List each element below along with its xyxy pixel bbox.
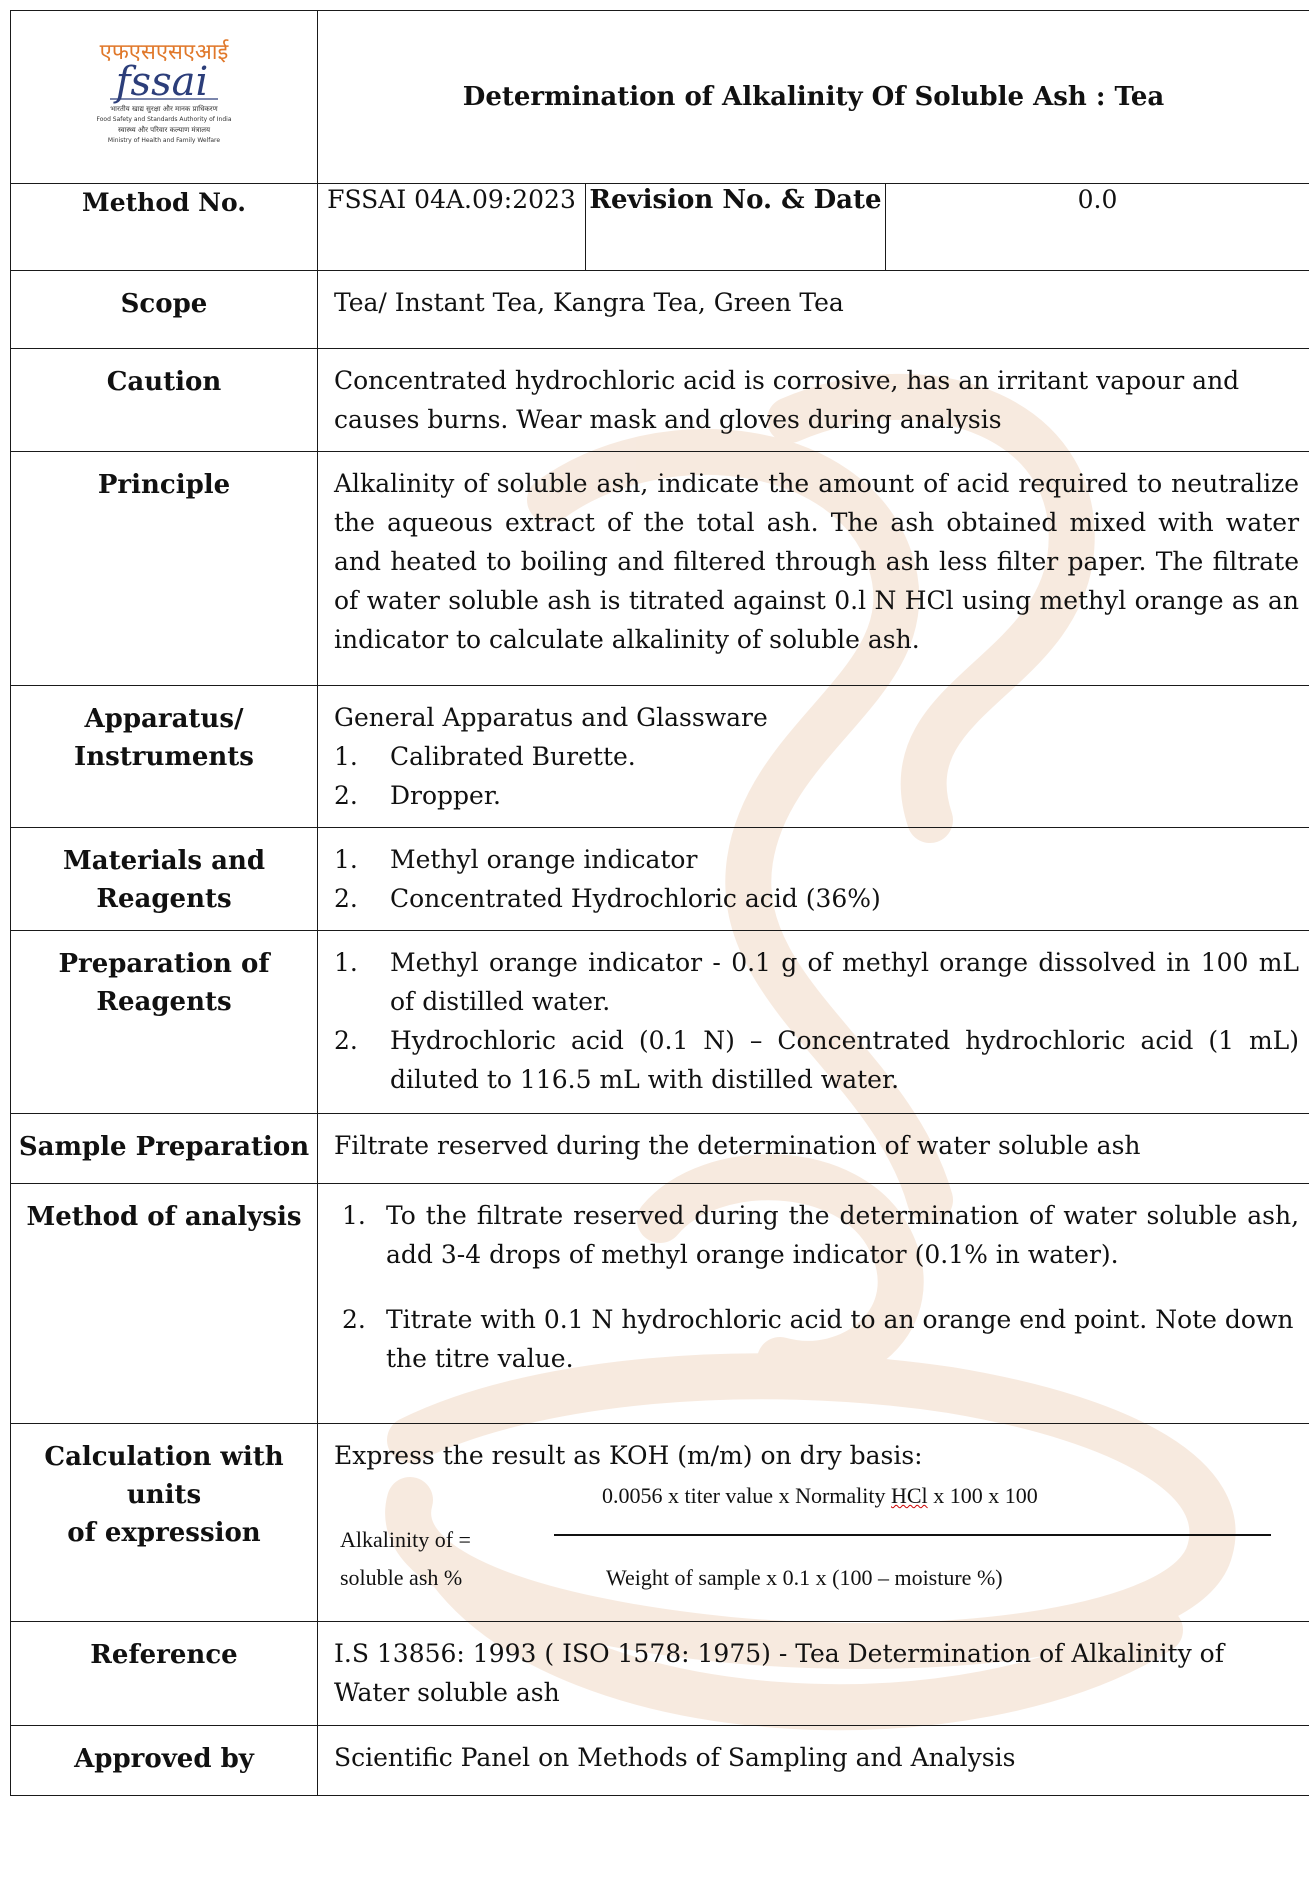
preparation-list (334, 943, 1299, 1099)
reference-label: Reference (11, 1622, 318, 1726)
preparation-label (11, 931, 318, 1114)
list-number: 2. (342, 1305, 366, 1334)
list-item (334, 943, 1299, 1021)
list-number: 2. (334, 884, 358, 913)
principle-text: Alkalinity of soluble ash, indicate the amount of acid required to neutralize the aqueous extract of the total ash. The ash obtained mixed with water and heated to boiling and filtered through ash less filter paper. The filtrate of water soluble ash is titrated against 0.l N HCl using methyl orange as an indicator to calculate alkalinity of soluble ash. (318, 452, 1309, 686)
method-analysis-row (11, 1184, 1309, 1424)
materials-row (11, 828, 1309, 931)
approved-text: Scientific Panel on Methods of Sampling and Analysis (318, 1726, 1309, 1796)
svg-text:Food Safety and Standards Auth: Food Safety and Standards Authority of India (96, 116, 232, 123)
list-item (334, 1300, 1299, 1378)
formula-lead: Express the result as KOH (m/m) on dry basis: (334, 1441, 923, 1470)
numerator-part: 0.0056 x titer value x Normality (602, 1483, 891, 1508)
method-analysis-list-2 (334, 1300, 1299, 1378)
materials-label-line2: Reagents (96, 884, 232, 914)
logo-cell (11, 11, 318, 184)
list-text: To the filtrate reserved during the determination of water soluble ash, add 3-4 drops of methyl orange indicator (0.1% in water). (386, 1201, 1300, 1269)
approved-row (11, 1726, 1309, 1796)
list-number: 2. (334, 781, 358, 810)
method-no-value: FSSAI 04A.09:2023 (318, 184, 586, 271)
apparatus-row (11, 686, 1309, 828)
caution-row (11, 349, 1309, 452)
list-item (334, 1021, 1299, 1099)
document-title: Determination of Alkalinity Of Soluble Ash : Tea (318, 11, 1309, 184)
revision-label: Revision No. & Date (586, 184, 886, 271)
formula-lhs-line2: soluble ash % (340, 1565, 463, 1590)
calculation-label (11, 1424, 318, 1622)
list-text: Methyl orange indicator - 0.1 g of methyl orange dissolved in 100 mL of distilled water. (390, 948, 1300, 1016)
materials-list (334, 840, 1299, 918)
approved-label: Approved by (11, 1726, 318, 1796)
reference-row (11, 1622, 1309, 1726)
materials-content (318, 828, 1309, 931)
formula-denominator: Weight of sample x 0.1 x (100 – moisture %) (606, 1565, 1003, 1590)
scope-text: Tea/ Instant Tea, Kangra Tea, Green Tea (318, 271, 1309, 349)
scope-row (11, 271, 1309, 349)
formula-lhs-line1: Alkalinity of = (340, 1527, 471, 1552)
list-text: Methyl orange indicator (390, 845, 698, 874)
list-text: Titrate with 0.1 N hydrochloric acid to an orange end point. Note down the titre value. (386, 1305, 1294, 1373)
apparatus-list (334, 737, 1299, 815)
apparatus-label-line1: Apparatus/ (84, 704, 244, 734)
preparation-label-line1: Preparation of (58, 949, 270, 979)
list-number: 1. (334, 845, 358, 874)
caution-text: Concentrated hydrochloric acid is corrosive, has an irritant vapour and causes burns. Wear mask and gloves during analysis (318, 349, 1309, 452)
materials-label (11, 828, 318, 931)
header-row (11, 11, 1309, 184)
method-table (10, 10, 1309, 1796)
apparatus-intro: General Apparatus and Glassware (334, 703, 768, 732)
list-item (334, 776, 1299, 815)
sample-prep-text: Filtrate reserved during the determination of water soluble ash (318, 1114, 1309, 1184)
sample-prep-label: Sample Preparation (11, 1114, 318, 1184)
sample-prep-row (11, 1114, 1309, 1184)
formula (334, 1436, 1299, 1590)
list-number: 2. (334, 1026, 358, 1055)
list-text: Dropper. (390, 781, 501, 810)
reference-text: I.S 13856: 1993 ( ISO 1578: 1975) - Tea Determination of Alkalinity of Water soluble ash (318, 1622, 1309, 1726)
revision-value: 0.0 (886, 184, 1309, 271)
list-item (334, 840, 1299, 879)
calculation-label-line2: of expression (67, 1518, 261, 1548)
method-analysis-content (318, 1184, 1309, 1424)
materials-label-line1: Materials and (62, 846, 266, 876)
calculation-content (318, 1424, 1309, 1622)
numerator-part: x 100 x 100 (927, 1483, 1038, 1508)
list-text: Calibrated Burette. (390, 742, 636, 771)
fraction-bar (554, 1534, 1271, 1536)
svg-text:fssai: fssai (115, 59, 209, 105)
caution-label: Caution (11, 349, 318, 452)
method-analysis-list (334, 1196, 1299, 1274)
calculation-label-line1: Calculation with units (44, 1442, 284, 1510)
svg-text:एफएसएसएआई: एफएसएसएआई (99, 40, 229, 65)
method-analysis-label: Method of analysis (11, 1184, 318, 1424)
principle-label: Principle (11, 452, 318, 686)
svg-text:भारतीय खाद्य सुरक्षा और मानक प: भारतीय खाद्य सुरक्षा और मानक प्राधिकरण (110, 105, 218, 113)
list-item (334, 1196, 1299, 1274)
preparation-label-line2: Reagents (96, 987, 232, 1017)
apparatus-label-line2: Instruments (74, 742, 254, 772)
list-item (334, 879, 1299, 918)
list-text: Hydrochloric acid (0.1 N) – Concentrated hydrochloric acid (1 mL) diluted to 116.5 mL with distilled water. (390, 1026, 1300, 1094)
list-number: 1. (334, 742, 358, 771)
list-item (334, 737, 1299, 776)
principle-row (11, 452, 1309, 686)
apparatus-content (318, 686, 1309, 828)
scope-label: Scope (11, 271, 318, 349)
fssai-logo (74, 35, 254, 155)
numerator-hcl: HCl (891, 1483, 928, 1508)
calculation-row (11, 1424, 1309, 1622)
svg-text:Ministry of Health and Family: Ministry of Health and Family Welfare (107, 137, 221, 144)
list-number: 1. (342, 1201, 366, 1230)
formula-numerator (602, 1476, 1038, 1515)
apparatus-label (11, 686, 318, 828)
method-no-label: Method No. (11, 184, 318, 271)
preparation-content (318, 931, 1309, 1114)
svg-text:स्वास्थ्य और परिवार कल्याण मंत: स्वास्थ्य और परिवार कल्याण मंत्रालय (117, 126, 211, 134)
list-number: 1. (334, 948, 358, 977)
preparation-row (11, 931, 1309, 1114)
list-text: Concentrated Hydrochloric acid (36%) (390, 884, 881, 913)
method-row (11, 184, 1309, 271)
